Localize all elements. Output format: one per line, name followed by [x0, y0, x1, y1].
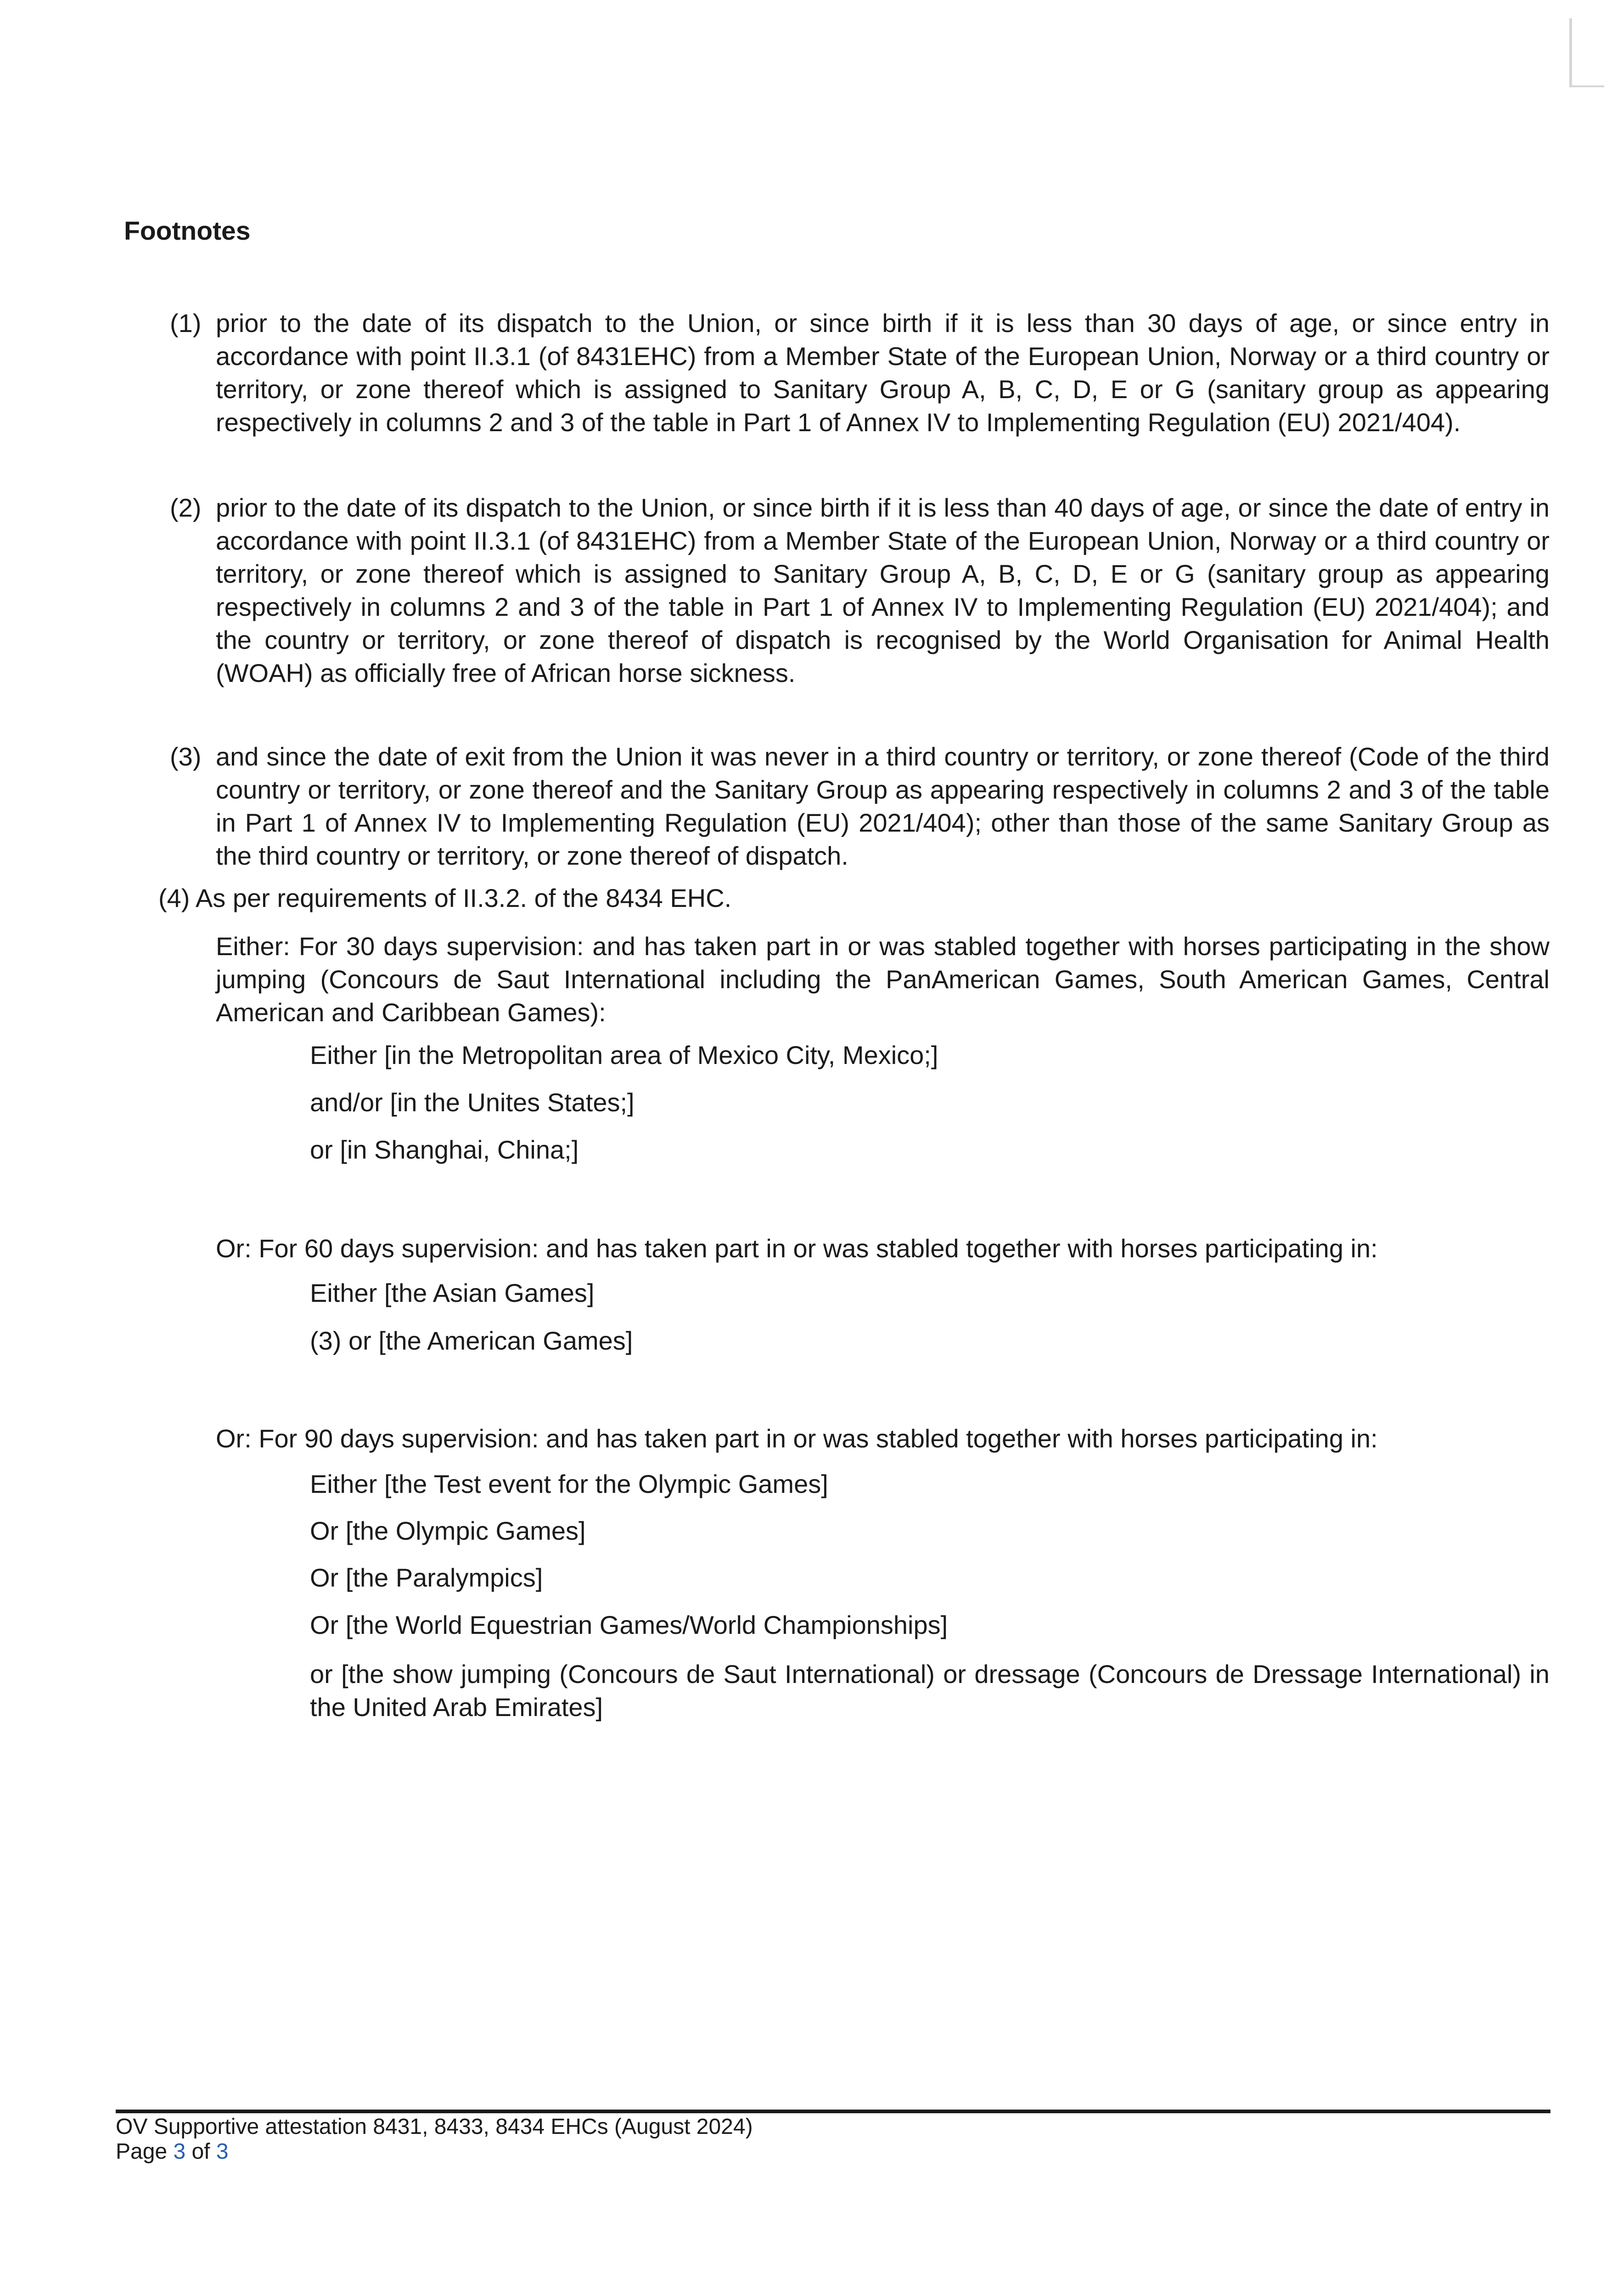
page-total: 3 — [216, 2139, 229, 2164]
page-of: of — [185, 2139, 216, 2164]
list-item: or [the show jumping (Concours de Saut International) or dressage (Concours de Dressage International) in the United Arab Emirates] — [310, 1660, 1550, 1722]
scan-edge-mark — [1569, 18, 1572, 87]
list-item: (3) or [the American Games] — [310, 1326, 633, 1355]
footnotes-heading: Footnotes — [124, 216, 251, 246]
footnote-marker: (1) — [170, 309, 202, 338]
list-item: Either [in the Metropolitan area of Mexico City, Mexico;] — [310, 1041, 938, 1069]
page-prefix: Page — [116, 2139, 174, 2164]
list-item: Or [the World Equestrian Games/World Championships] — [310, 1610, 948, 1639]
footer-page-number — [116, 2138, 229, 2166]
supervision-30-days: Either: For 30 days supervision: and has taken part in or was stabled together with horses participating in the show jumping (Concours de Saut International including the PanAmerican Games, South American Games, Central American and Caribbean Games): — [216, 932, 1550, 1027]
supervision-90-days: Or: For 90 days supervision: and has taken part in or was stabled together with horses participating in: — [216, 1424, 1378, 1453]
footnote-text: and since the date of exit from the Union it was never in a third country or territory, or zone thereof (Code of the third country or territory, or zone thereof and the Sanitary Group as appearing respectively in columns 2 and 3 of the table in Part 1 of Annex IV to Implementing Regulation (EU) 2021/404); other than those of the same Sanitary Group as the third country or territory, or zone thereof of dispatch. — [216, 742, 1550, 870]
footnote-marker: (2) — [170, 493, 202, 522]
page-current: 3 — [173, 2139, 186, 2164]
scan-edge-mark — [1572, 85, 1604, 87]
footnote-text: prior to the date of its dispatch to the Union, or since birth if it is less than 30 days of age, or since entry in accordance with point II.3.1 (of 8431EHC) from a Member State of the European Union, Norway or a third country or territory, or zone thereof which is assigned to Sanitary Group A, B, C, D, E or G (sanitary group as appearing respectively in columns 2 and 3 of the table in Part 1 of Annex IV to Implementing Regulation (EU) 2021/404). — [216, 309, 1550, 437]
list-item: or [in Shanghai, China;] — [310, 1135, 579, 1164]
list-item: and/or [in the Unites States;] — [310, 1088, 635, 1117]
list-item: Or [the Paralympics] — [310, 1563, 543, 1592]
footnote-4-title: (4) As per requirements of II.3.2. of the 8434 EHC. — [158, 884, 732, 912]
supervision-60-days: Or: For 60 days supervision: and has taken part in or was stabled together with horses participating in: — [216, 1234, 1378, 1263]
list-item: Or [the Olympic Games] — [310, 1516, 586, 1545]
list-item: Either [the Asian Games] — [310, 1278, 595, 1307]
footnote-marker: (3) — [170, 742, 202, 771]
footnote-text: prior to the date of its dispatch to the Union, or since birth if it is less than 40 days of age, or since the date of entry in accordance with point II.3.1 (of 8431EHC) from a Member State of the European Union, Norway or a third country or territory, or zone thereof which is assigned to Sanitary Group A, B, C, D, E or G (sanitary group as appearing respectively in columns 2 and 3 of the table in Part 1 of Annex IV to Implementing Regulation (EU) 2021/404); and the country or territory, or zone thereof of dispatch is recognised by the World Organisation for Animal Health (WOAH) as officially free of African horse sickness. — [216, 493, 1550, 687]
list-item: Either [the Test event for the Olympic Games] — [310, 1469, 828, 1498]
footer-document-title: OV Supportive attestation 8431, 8433, 8434 EHCs (August 2024) — [116, 2115, 753, 2139]
footer-divider — [116, 2110, 1550, 2113]
